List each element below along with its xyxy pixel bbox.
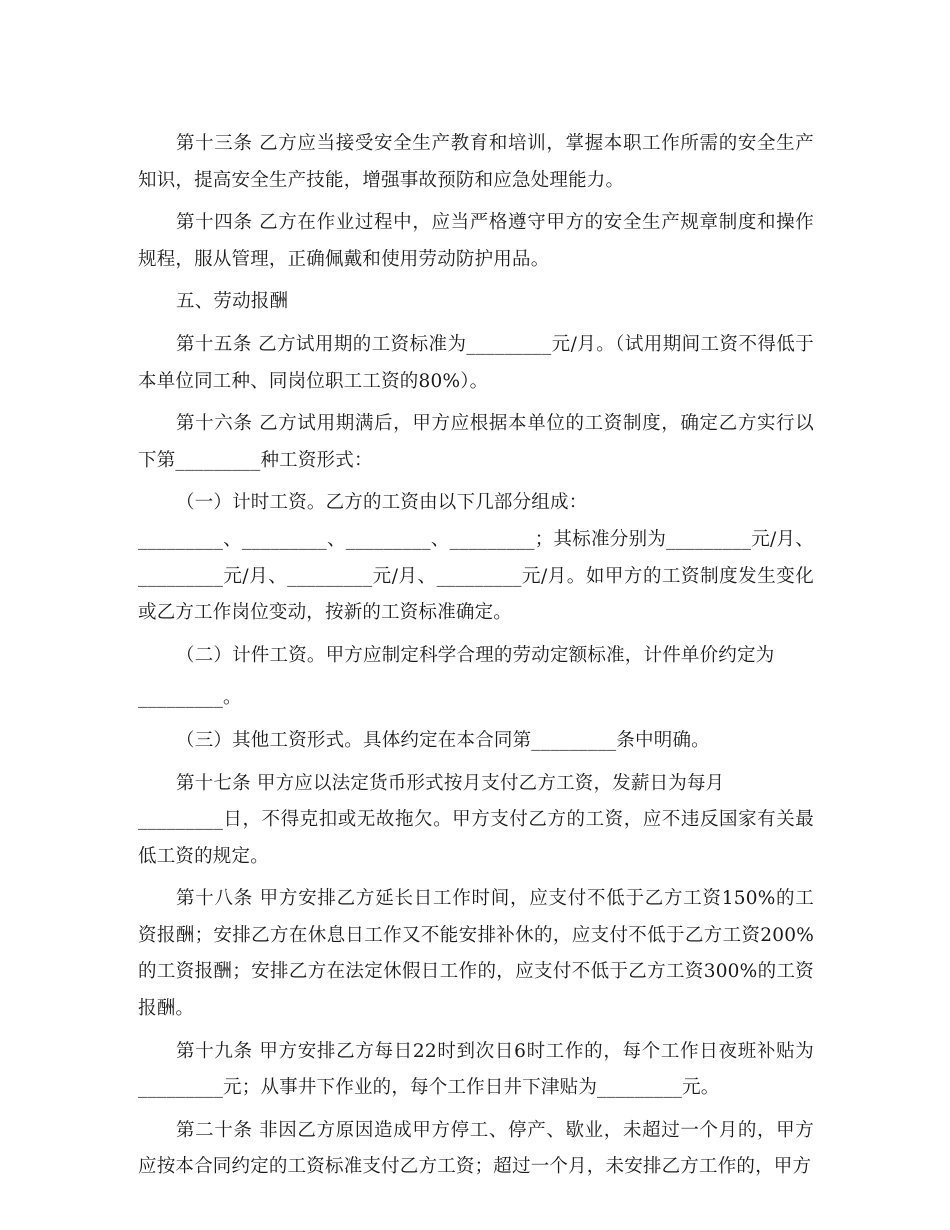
article-16-item-2-blank: _________。: [138, 687, 242, 709]
article-14: 第十四条 乙方在作业过程中，应当严格遵守甲方的安全生产规章制度和操作规程，服从管理，正确佩戴和使用劳动防护用品。: [138, 212, 814, 270]
article-15: 第十五条 乙方试用期的工资标准为_________元/月。（试用期间工资不得低于本单位同工种、同岗位职工工资的80%）。: [138, 333, 814, 392]
article-16: 第十六条 乙方试用期满后，甲方应根据本单位的工资制度，确定乙方实行以下第_________种工资形式：: [138, 413, 814, 471]
article-20: 第二十条 非因乙方原因造成甲方停工、停产、歇业，未超过一个月的，甲方应按本合同约定的工资标准支付乙方工资；超过一个月，未安排乙方工作的，甲方: [138, 1119, 814, 1178]
article-19: 第十九条 甲方安排乙方每日22时到次日6时工作的，每个工作日夜班补贴为_________元；从事井下作业的，每个工作日井下津贴为_________元。: [138, 1040, 814, 1099]
article-16-item-1-details: _________、_________、_________、_________；其标准分别为_________元/月、_________元/月、_________元/月、_________元/月。如甲方的工资制度发生变化或乙方工作岗位变动，按新的工资标准确定。: [138, 528, 814, 624]
section-heading-labor-remuneration: 五、劳动报酬: [176, 291, 289, 313]
article-17-continued: _________日，不得克扣或无故拖欠。甲方支付乙方的工资，应不违反国家有关最低工资的规定。: [138, 809, 814, 867]
article-13: 第十三条 乙方应当接受安全生产教育和培训，掌握本职工作所需的安全生产知识，提高安全生产技能，增强事故预防和应急处理能力。: [138, 133, 814, 191]
article-16-item-3: （三）其他工资形式。具体约定在本合同第_________条中明确。: [176, 729, 710, 751]
article-17: 第十七条 甲方应以法定货币形式按月支付乙方工资，发薪日为每月: [176, 772, 725, 794]
article-16-item-2: （二）计件工资。甲方应制定科学合理的劳动定额标准，计件单价约定为: [176, 644, 775, 666]
document-body: [138, 126, 814, 1186]
article-16-item-1: （一）计时工资。乙方的工资由以下几部分组成：: [176, 492, 588, 514]
article-18: 第十八条 甲方安排乙方延长日工作时间，应支付不低于乙方工资150%的工资报酬；安排乙方在休息日工作又不能安排补休的，应支付不低于乙方工资200%的工资报酬；安排乙方在法定休假日工作的，应支付不低于乙方工资300%的工资报酬。: [138, 888, 814, 1020]
